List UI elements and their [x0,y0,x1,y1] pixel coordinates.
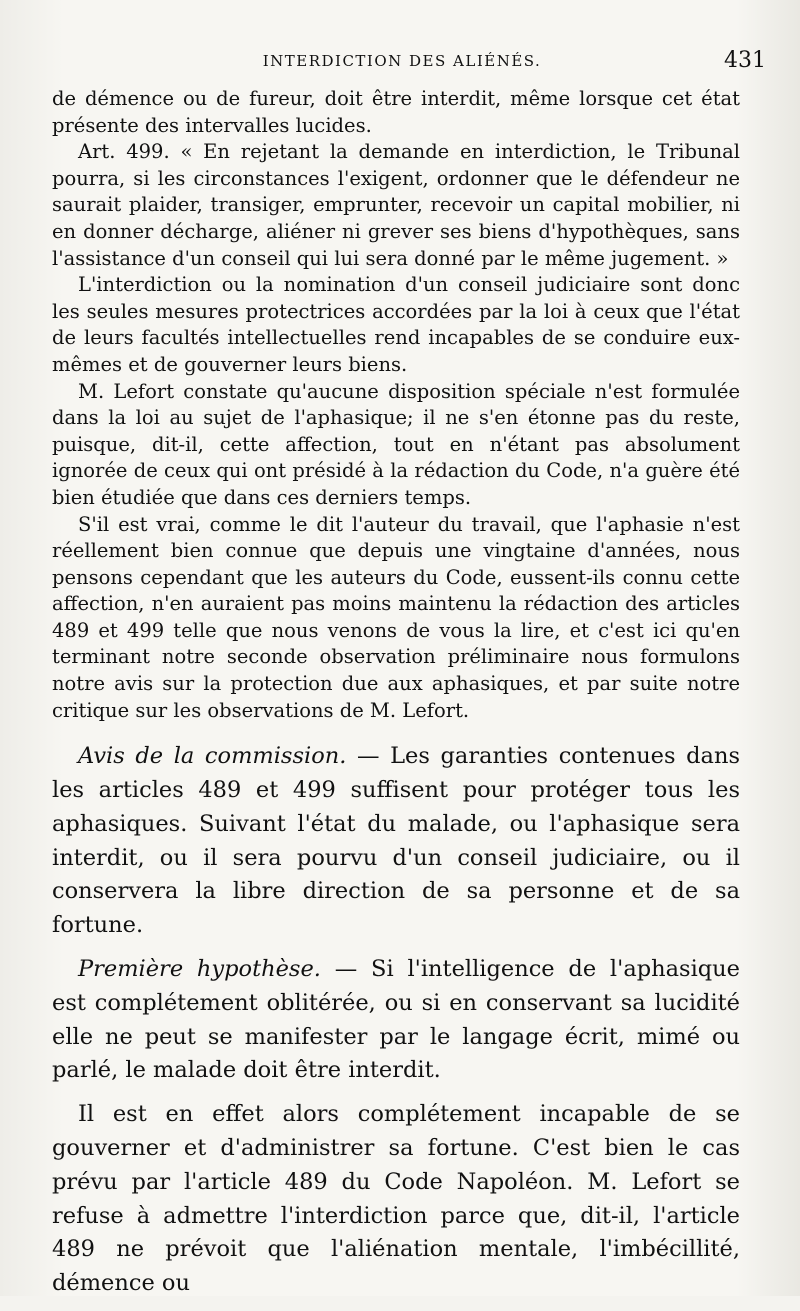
paragraph [52,953,740,1088]
paragraph [52,1098,740,1301]
running-title: INTERDICTION DES ALIÉNÉS. [262,52,542,70]
paragraph-lead: Avis de la commission. [78,743,347,770]
paragraph: de démence ou de fureur, doit être interdit, même lorsque cet état présente des intervalles lucides. [52,87,740,137]
paragraph-text: Il est en effet alors complétement incapable de se gouverner et d'administrer sa fortune. C'est bien le cas prévu par l'article 489 du Code Napoléon. M. Lefort se refuse à admettre l'interdiction parce que, dit-il, l'article 489 ne prévoit que l'aliénation mentale, l'imbécillité, démence ou [52,1101,740,1297]
page-number: 431 [724,48,766,73]
paragraph: M. Lefort constate qu'aucune disposition spéciale n'est formulée dans la loi au sujet de l'aphasique; il ne s'en étonne pas du reste, puisque, dit-il, cette affection, tout en n'étant pas absolument ignorée de ceux qui ont présidé à la rédaction du Code, n'a guère été bien étudiée que dans ces derniers temps. [52,379,740,509]
paragraph [52,740,740,943]
page-body [52,86,740,1311]
small-type-section [52,86,740,724]
large-type-section [52,740,740,1301]
paragraph-lead: Première hypothèse. [78,956,321,983]
paragraph-text: — Si l'intelligence de l'aphasique est complétement oblitérée, ou si en conservant sa lucidité elle ne peut se manifester par le langage écrit, mimé ou parlé, le malade doit être interdit. [52,956,740,1084]
running-head [52,48,766,74]
paragraph-text: — Les garanties contenues dans les articles 489 et 499 suffisent pour protéger tous les aphasiques. Suivant l'état du malade, ou l'aphasique sera interdit, ou il sera pourvu d'un conseil judiciaire, ou il conservera la libre direction de sa personne et de sa fortune. [52,743,740,939]
paragraph: L'interdiction ou la nomination d'un conseil judiciaire sont donc les seules mesures protectrices accordées par la loi à ceux que l'état de leurs facultés intellectuelles rend incapables de se conduire eux-mêmes et de gouverner leurs biens. [52,273,740,376]
paragraph: S'il est vrai, comme le dit l'auteur du travail, que l'aphasie n'est réellement bien connue que depuis une vingtaine d'années, nous pensons cependant que les auteurs du Code, eussent-ils connu cette affection, n'en auraient pas moins maintenu la rédaction des articles 489 et 499 telle que nous venons de vous la lire, et c'est ici qu'en terminant notre seconde observation préliminaire nous formulons notre avis sur la protection due aux aphasiques, et par suite notre critique sur les observations de M. Lefort. [52,512,740,722]
paragraph: Art. 499. « En rejetant la demande en interdiction, le Tribunal pourra, si les circonstances l'exigent, ordonner que le défendeur ne saurait plaider, transiger, emprunter, recevoir un capital mobilier, ni en donner décharge, aliéner ni grever ses biens d'hypothèques, sans l'assistance d'un conseil qui lui sera donné par le même jugement. » [52,140,740,270]
